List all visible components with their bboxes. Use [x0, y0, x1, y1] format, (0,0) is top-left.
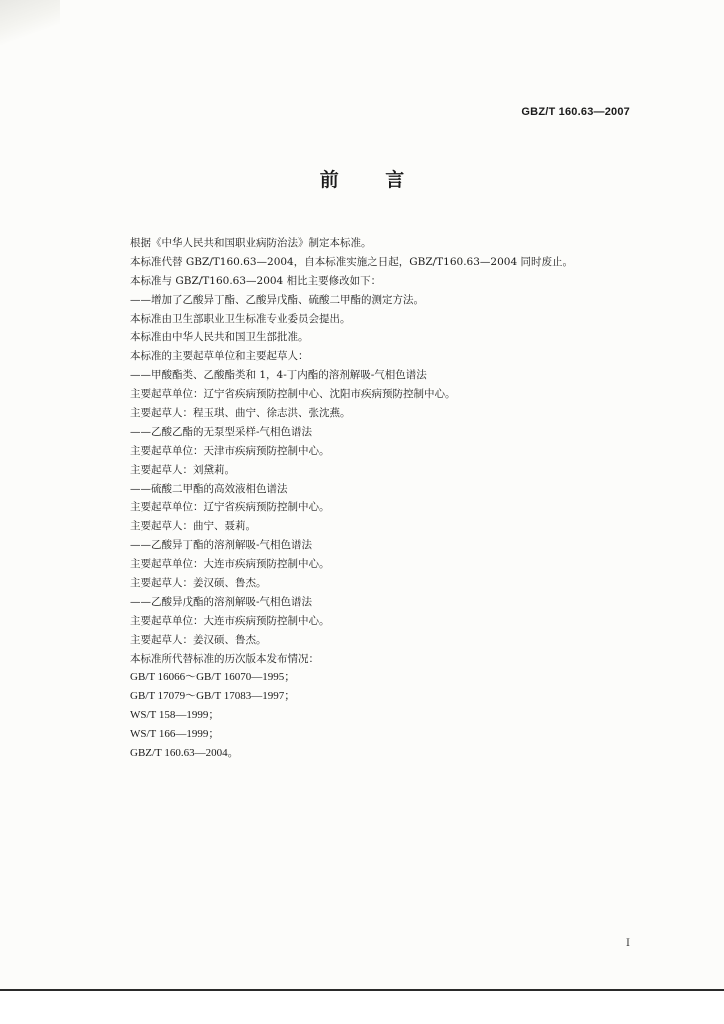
text-line: 本标准所代替标准的历次版本发布情况：	[130, 652, 319, 665]
text-line: 主要起草单位：辽宁省疾病预防控制中心、沈阳市疾病预防控制中心。	[130, 388, 456, 401]
text-line: 主要起草人：姜汉硕、鲁杰。	[130, 577, 267, 590]
history-line: WS/T 158—1999；	[130, 709, 220, 722]
text-line: ——增加了乙酸异丁酯、乙酸异戊酯、硫酸二甲酯的测定方法。	[130, 293, 424, 306]
text-line: 主要起草单位：大连市疾病预防控制中心。	[130, 558, 330, 571]
text-line: 主要起草单位：大连市疾病预防控制中心。	[130, 614, 330, 627]
text-line: 本标准代替 GBZ/T160.63—2004，自本标准实施之日起，GBZ/T160.63—2004 同时废止。	[130, 255, 573, 268]
text-line: 主要起草人：刘黛莉。	[130, 463, 235, 476]
history-line: GB/T 17079～GB/T 17083—1997；	[130, 690, 296, 703]
text-line: ——乙酸异丁酯的溶剂解吸-气相色谱法	[130, 539, 313, 552]
text-line: ——硫酸二甲酯的高效液相色谱法	[130, 482, 288, 495]
scan-shadow	[0, 0, 60, 45]
text-line: 本标准由卫生部职业卫生标准专业委员会提出。	[130, 312, 351, 325]
foreword-body	[130, 234, 650, 763]
text-line: 主要起草人：姜汉硕、鲁杰。	[130, 633, 267, 646]
text-line: 本标准由中华人民共和国卫生部批准。	[130, 331, 309, 344]
text-line: 主要起草单位：辽宁省疾病预防控制中心。	[130, 501, 330, 514]
text-line: 主要起草人：程玉琪、曲宁、徐志洪、张沈燕。	[130, 407, 351, 420]
text-line: ——乙酸乙酯的无泵型采样-气相色谱法	[130, 425, 313, 438]
page-title: 前 言	[319, 169, 425, 191]
history-line: GB/T 16066～GB/T 16070—1995；	[130, 671, 296, 684]
history-line: GBZ/T 160.63—2004。	[130, 747, 239, 760]
text-line: 根据《中华人民共和国职业病防治法》制定本标准。	[130, 237, 372, 249]
scan-margin	[0, 991, 724, 1024]
text-line: 主要起草人：曲宁、聂莉。	[130, 520, 256, 533]
text-line: 本标准的主要起草单位和主要起草人：	[130, 350, 309, 363]
standard-code: GBZ/T 160.63—2007	[521, 106, 630, 118]
page-number: I	[626, 938, 630, 949]
text-line: ——甲酸酯类、乙酸酯类和 1，4-丁内酯的溶剂解吸-气相色谱法	[130, 369, 427, 382]
text-line: 主要起草单位：天津市疾病预防控制中心。	[130, 444, 330, 457]
text-line: 本标准与 GBZ/T160.63—2004 相比主要修改如下：	[130, 274, 382, 287]
text-line: ——乙酸异戊酯的溶剂解吸-气相色谱法	[130, 595, 313, 608]
history-line: WS/T 166—1999；	[130, 728, 220, 741]
